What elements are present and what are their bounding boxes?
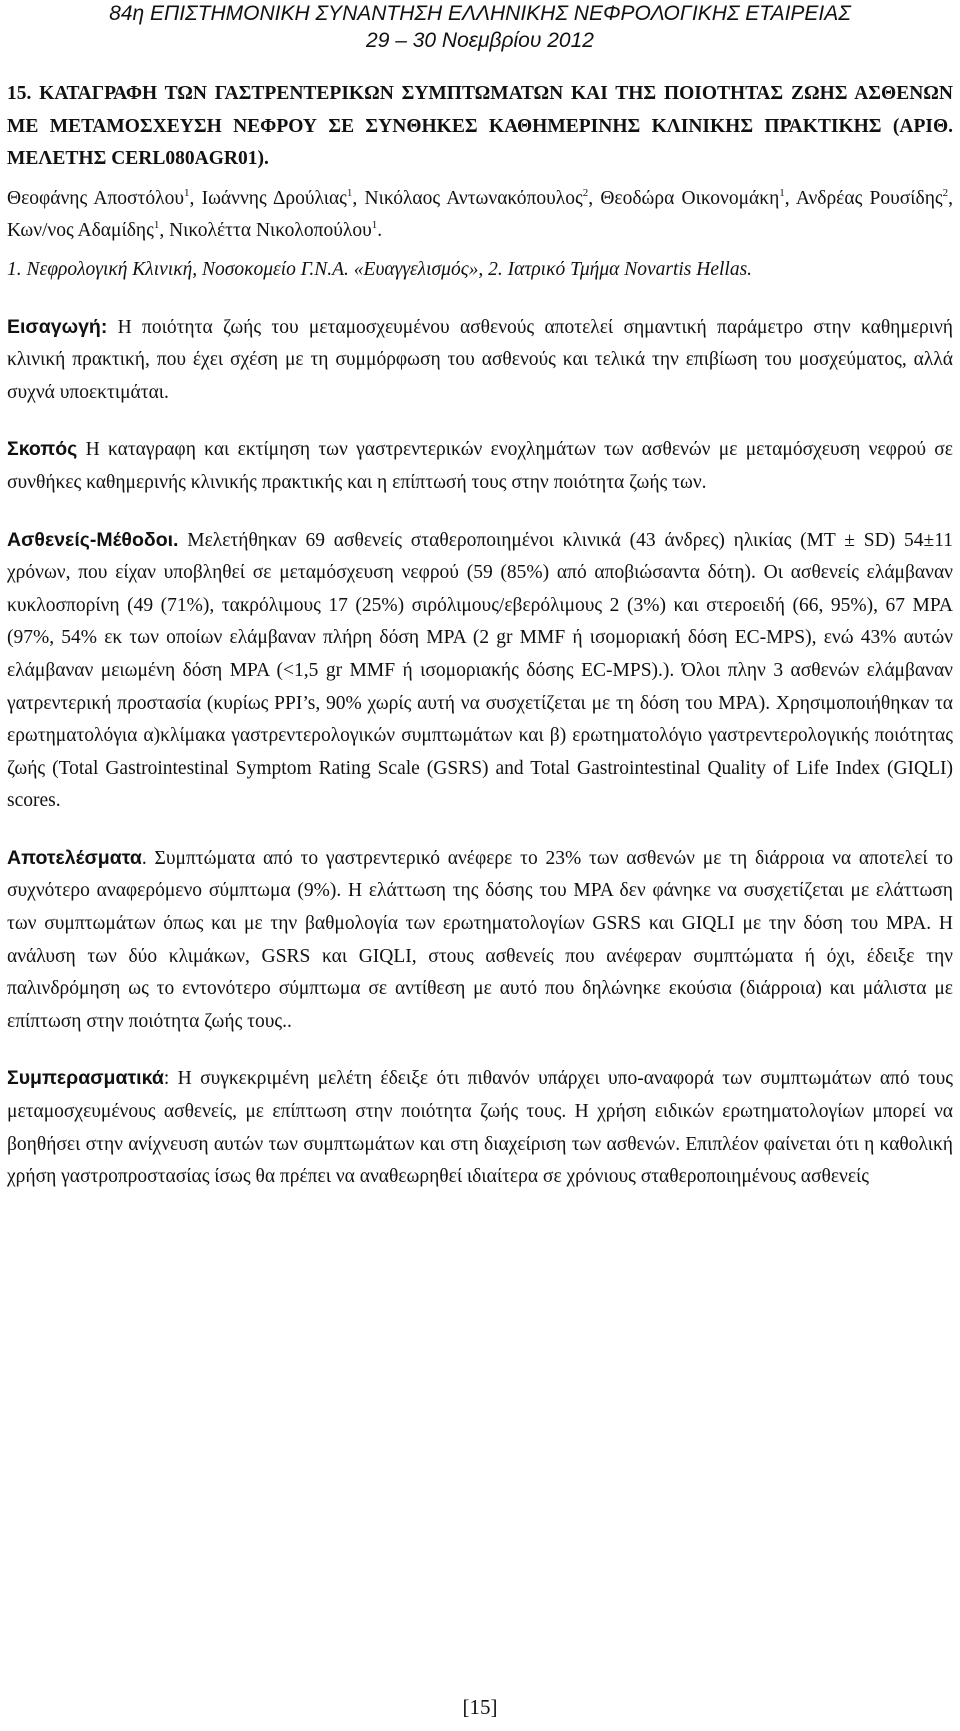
- abstract-title: 15. ΚΑΤΑΓΡΑΦΗ ΤΩΝ ΓΑΣΤΡΕΝΤΕΡΙΚΩΝ ΣΥΜΠΤΩΜΑΤΩΝ ΚΑΙ ΤΗΣ ΠΟΙΟΤΗΤΑΣ ΖΩΗΣ ΑΣΘΕΝΩΝ ΜΕ ΜΕΤΑΜΟΣΧΕΥΣΗ ΝΕΦΡΟΥ ΣΕ ΣΥΝΘΗΚΕΣ ΚΑΘΗΜΕΡΙΝΗΣ ΚΛΙΝΙΚΗΣ ΠΡΑΚΤΙΚΗΣ (ΑΡΙΘ. ΜΕΛΕΤΗΣ CERL080AGR01).: [7, 83, 953, 170]
- section-label: Ασθενείς-Μέθοδοι.: [7, 528, 179, 551]
- page-number: [15]: [462, 1695, 498, 1719]
- section-label: Αποτελέσματα: [7, 846, 142, 869]
- section-text: : Η συγκεκριμένη μελέτη έδειξε ότι πιθανόν υπάρχει υπο-αναφορά των συμπτωμάτων από τους μεταμοσχευμένους ασθενείς, με επίπτωση στην ποιότητα ζωής τους. Η χρήση ειδικών ερωτηματολογίων μπορεί να βοηθήσει στην ανίχνευση αυτών των συμπτωμάτων και στη διαχείριση των ασθενών. Επιπλέον φαίνεται ότι η καθολική χρήση γαστροπροστασίας ίσως θα πρέπει να αναθεωρηθεί ιδιαίτερα σε χρόνιους σταθεροποιημένους ασθενείς: [7, 1068, 953, 1188]
- section-label: Εισαγωγή:: [7, 315, 108, 338]
- section-label: Συμπερασματικά: [7, 1067, 164, 1090]
- section-introduction: [7, 311, 953, 410]
- author: Ανδρέας Ρουσίδης$^2$,: [795, 186, 954, 209]
- section-aim: [7, 433, 953, 499]
- author-list: [7, 183, 953, 248]
- conference-dates: 29 – 30 Νοεμβρίου 2012: [366, 29, 594, 52]
- section-text: Μελετήθηκαν 69 ασθενείς σταθεροποιημένοι κλινικά (43 άνδρες) ηλικίας (ΜΤ ± SD) 54±11 χρόνων, που είχαν υποβληθεί σε μεταμόσχευση νεφρού (59 (85%) από αποβιώσαντα δότη). Οι ασθενείς ελάμβαναν κυκλοσπορίνη (49 (71%), ταкρόλιμους 17 (25%) σιρόλιμους/εβερόλιμους 2 (3%) και στεροειδή (66, 95%), 67 MPA (97%, 54% εκ των οποίων ελάμβαναν πλήρη δόση MPA (2 gr MMF ή ισομοριακή δόση EC-MPS), ενώ 43% αυτών ελάμβαναν μειωμένη δόση MPA (<1,5 gr MMF ή ισομοριακής δόσης EC-MPS).). Όλοι πλην 3 ασθενών ελάμβαναν γατρεντερική προστασία (κυρίως PPI’s, 90% χωρίς αυτή να συσχετίζεται με τη δόση του MPA). Χρησιμοποιήθηκαν τα ερωτηματολόγια α)κλίμακα γαστρεντερολογικών συμπτωμάτων και β) ερωτηματολόγιο γαστρεντερολογικής ποιότητας ζωής (Total Gastrointestinal Symptom Rating Scale (GSRS) and Total Gastrointestinal Quality of Life Index (GIQLI) scores.: [7, 529, 953, 812]
- conference-title: 84η ΕΠΙΣΤΗΜΟΝΙΚΗ ΣΥΝΑΝΤΗΣΗ ΕΛΛΗΝΙΚΗΣ ΝΕΦΡΟΛΟΓΙΚΗΣ ΕΤΑΙΡΕΙΑΣ: [109, 2, 851, 25]
- author: Θεοφάνης Αποστόλου$^1$,: [7, 186, 202, 209]
- section-text: Η καταγραφη και εκτίμηση των γαστρεντερικών ενοχλημάτων των ασθενών με μεταμόσχευση νεφρού σε συνθήκες καθημερινής κλινικής πρακτικής και η επίπτωσή τους στην ποιότητα ζωής των.: [7, 439, 953, 493]
- author: Νικολέττα Νικολοπούλου$^1$.: [169, 219, 383, 242]
- author: Κων/νος Αδαμίδης$^1$,: [7, 219, 170, 242]
- abstract: [7, 78, 953, 1218]
- running-header: [0, 0, 960, 54]
- section-methods: [7, 524, 953, 818]
- section-results: [7, 842, 953, 1039]
- affiliations: 1. Νεφρολογική Κλινική, Νοσοκομείο Γ.Ν.Α. «Ευαγγελισμός», 2. Ιατρικό Τμήμα Novartis Hellas.: [7, 258, 753, 280]
- author: Θεοδώρα Οικονομάκη$^1$,: [600, 186, 796, 209]
- author: Ιωάννης Δρούλιας$^1$,: [201, 186, 365, 209]
- author: Νικόλαος Αντωνακόπουλος$^2$,: [364, 186, 601, 209]
- section-text: . Συμπτώματα από το γαστρεντερικό ανέφερε το 23% των ασθενών με τη διάρροια να αποτελεί το συχνότερο αναφερόμενο σύμπτωμα (9%). Η ελάττωση της δόσης του MPA δεν φάνηκε να συσχετίζεται με ελάττωση των συμπτωμάτων όπως και με την βαθμολογία των ερωτηματολογίων GSRS και GIQLI με την δόση του MPA. Η ανάλυση των δύο κλιμάκων, GSRS και GIQLI, στους ασθενείς που ανέφεραν συμπτώματα ή όχι, έδειξε την παλινδρόμηση ως το εντονότερο σύμπτωμα σε αντίθεση με αυτό που δηλώνηκε εκούσια (διάρροια) και μάλιστα με επίπτωση στην ποιότητα ζωής τους..: [7, 847, 953, 1032]
- section-label: Σκοπός: [7, 438, 78, 461]
- section-conclusions: [7, 1062, 953, 1193]
- section-text: Η ποιότητα ζωής του μεταμοσχευμένου ασθενούς αποτελεί σημαντική παράμετρο στην καθημερινή κλινική πρακτική, που έχει σχέση με τη συμμόρφωση του ασθενούς και τελικά την επιβίωση του μοσχεύματος, αλλά συχνά υποεκτιμάται.: [7, 316, 953, 403]
